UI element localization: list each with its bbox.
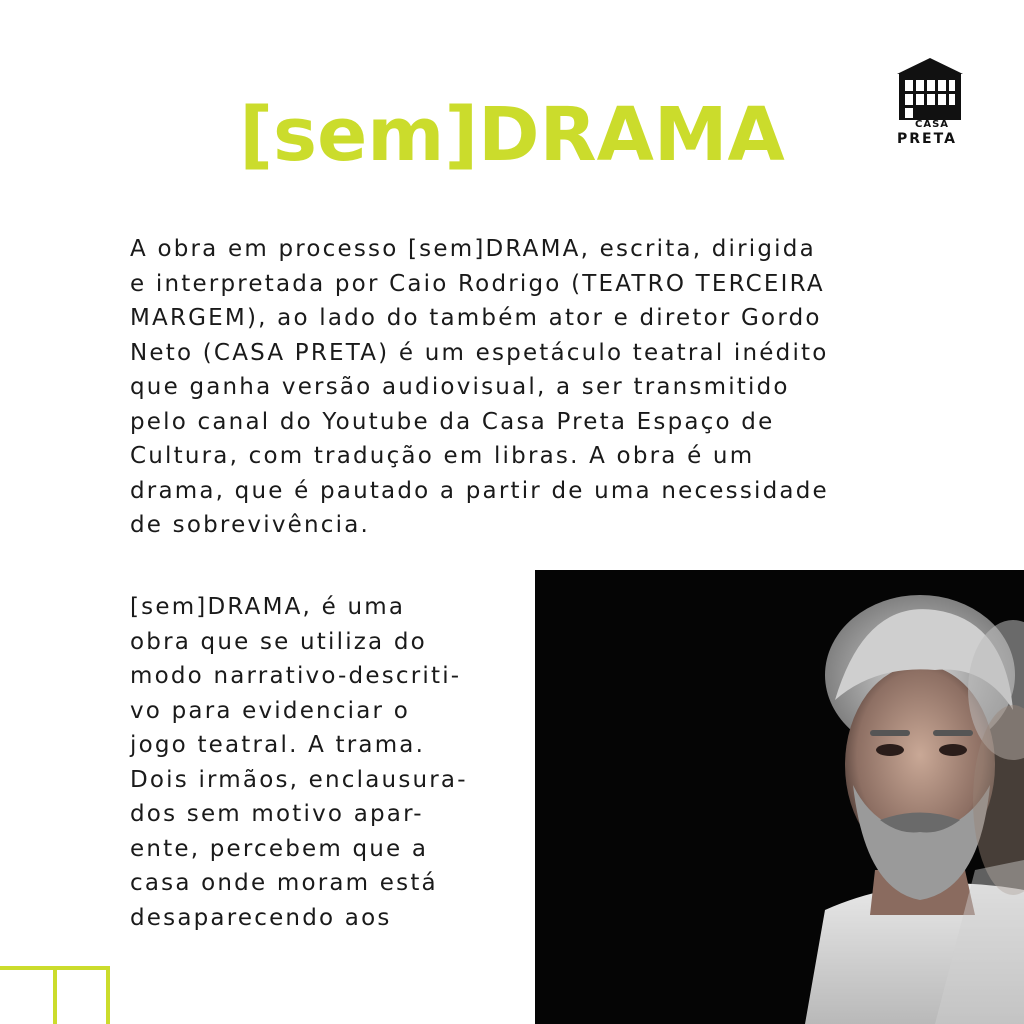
text-line: Dois irmãos, enclausura- bbox=[130, 766, 468, 793]
text-line: drama, que é pautado a partir de uma necessidade bbox=[130, 477, 829, 504]
text-line: e interpretada por Caio Rodrigo (TEATRO TERCEIRA bbox=[130, 270, 825, 297]
synopsis-paragraph bbox=[130, 590, 530, 935]
corner-decoration bbox=[0, 964, 112, 1024]
text-line: ente, percebem que a bbox=[130, 835, 429, 862]
page-title: [sem]DRAMA bbox=[239, 92, 785, 178]
text-line: jogo teatral. A trama. bbox=[130, 732, 426, 758]
text-line: que ganha versão audiovisual, a ser transmitido bbox=[130, 374, 790, 400]
casa-preta-logo bbox=[895, 56, 965, 148]
logo-text-preta: PRETA bbox=[897, 131, 957, 147]
intro-paragraph bbox=[130, 232, 930, 543]
text-line: A obra em processo [sem]DRAMA, escrita, dirigida bbox=[130, 236, 816, 262]
text-line: modo narrativo-descriti- bbox=[130, 663, 462, 689]
portrait-illustration bbox=[535, 570, 1024, 1024]
logo-text-casa: CASA bbox=[915, 119, 950, 130]
text-line: dos sem motivo apar- bbox=[130, 801, 424, 827]
text-line: [sem]DRAMA, é uma bbox=[130, 594, 406, 620]
text-line: casa onde moram está bbox=[130, 870, 438, 896]
text-line: Neto (CASA PRETA) é um espetáculo teatral inédito bbox=[130, 339, 829, 366]
text-line: desaparecendo aos bbox=[130, 904, 392, 931]
text-line: obra que se utiliza do bbox=[130, 628, 427, 655]
text-line: pelo canal do Youtube da Casa Preta Espaço de bbox=[130, 408, 775, 435]
actor-photo bbox=[535, 570, 1024, 1024]
text-line: Cultura, com tradução em libras. A obra é um bbox=[130, 443, 755, 469]
text-line: de sobrevivência. bbox=[130, 512, 370, 538]
text-line: MARGEM), ao lado do também ator e diretor Gordo bbox=[130, 305, 822, 331]
house-icon bbox=[895, 56, 965, 122]
text-line: vo para evidenciar o bbox=[130, 697, 410, 724]
